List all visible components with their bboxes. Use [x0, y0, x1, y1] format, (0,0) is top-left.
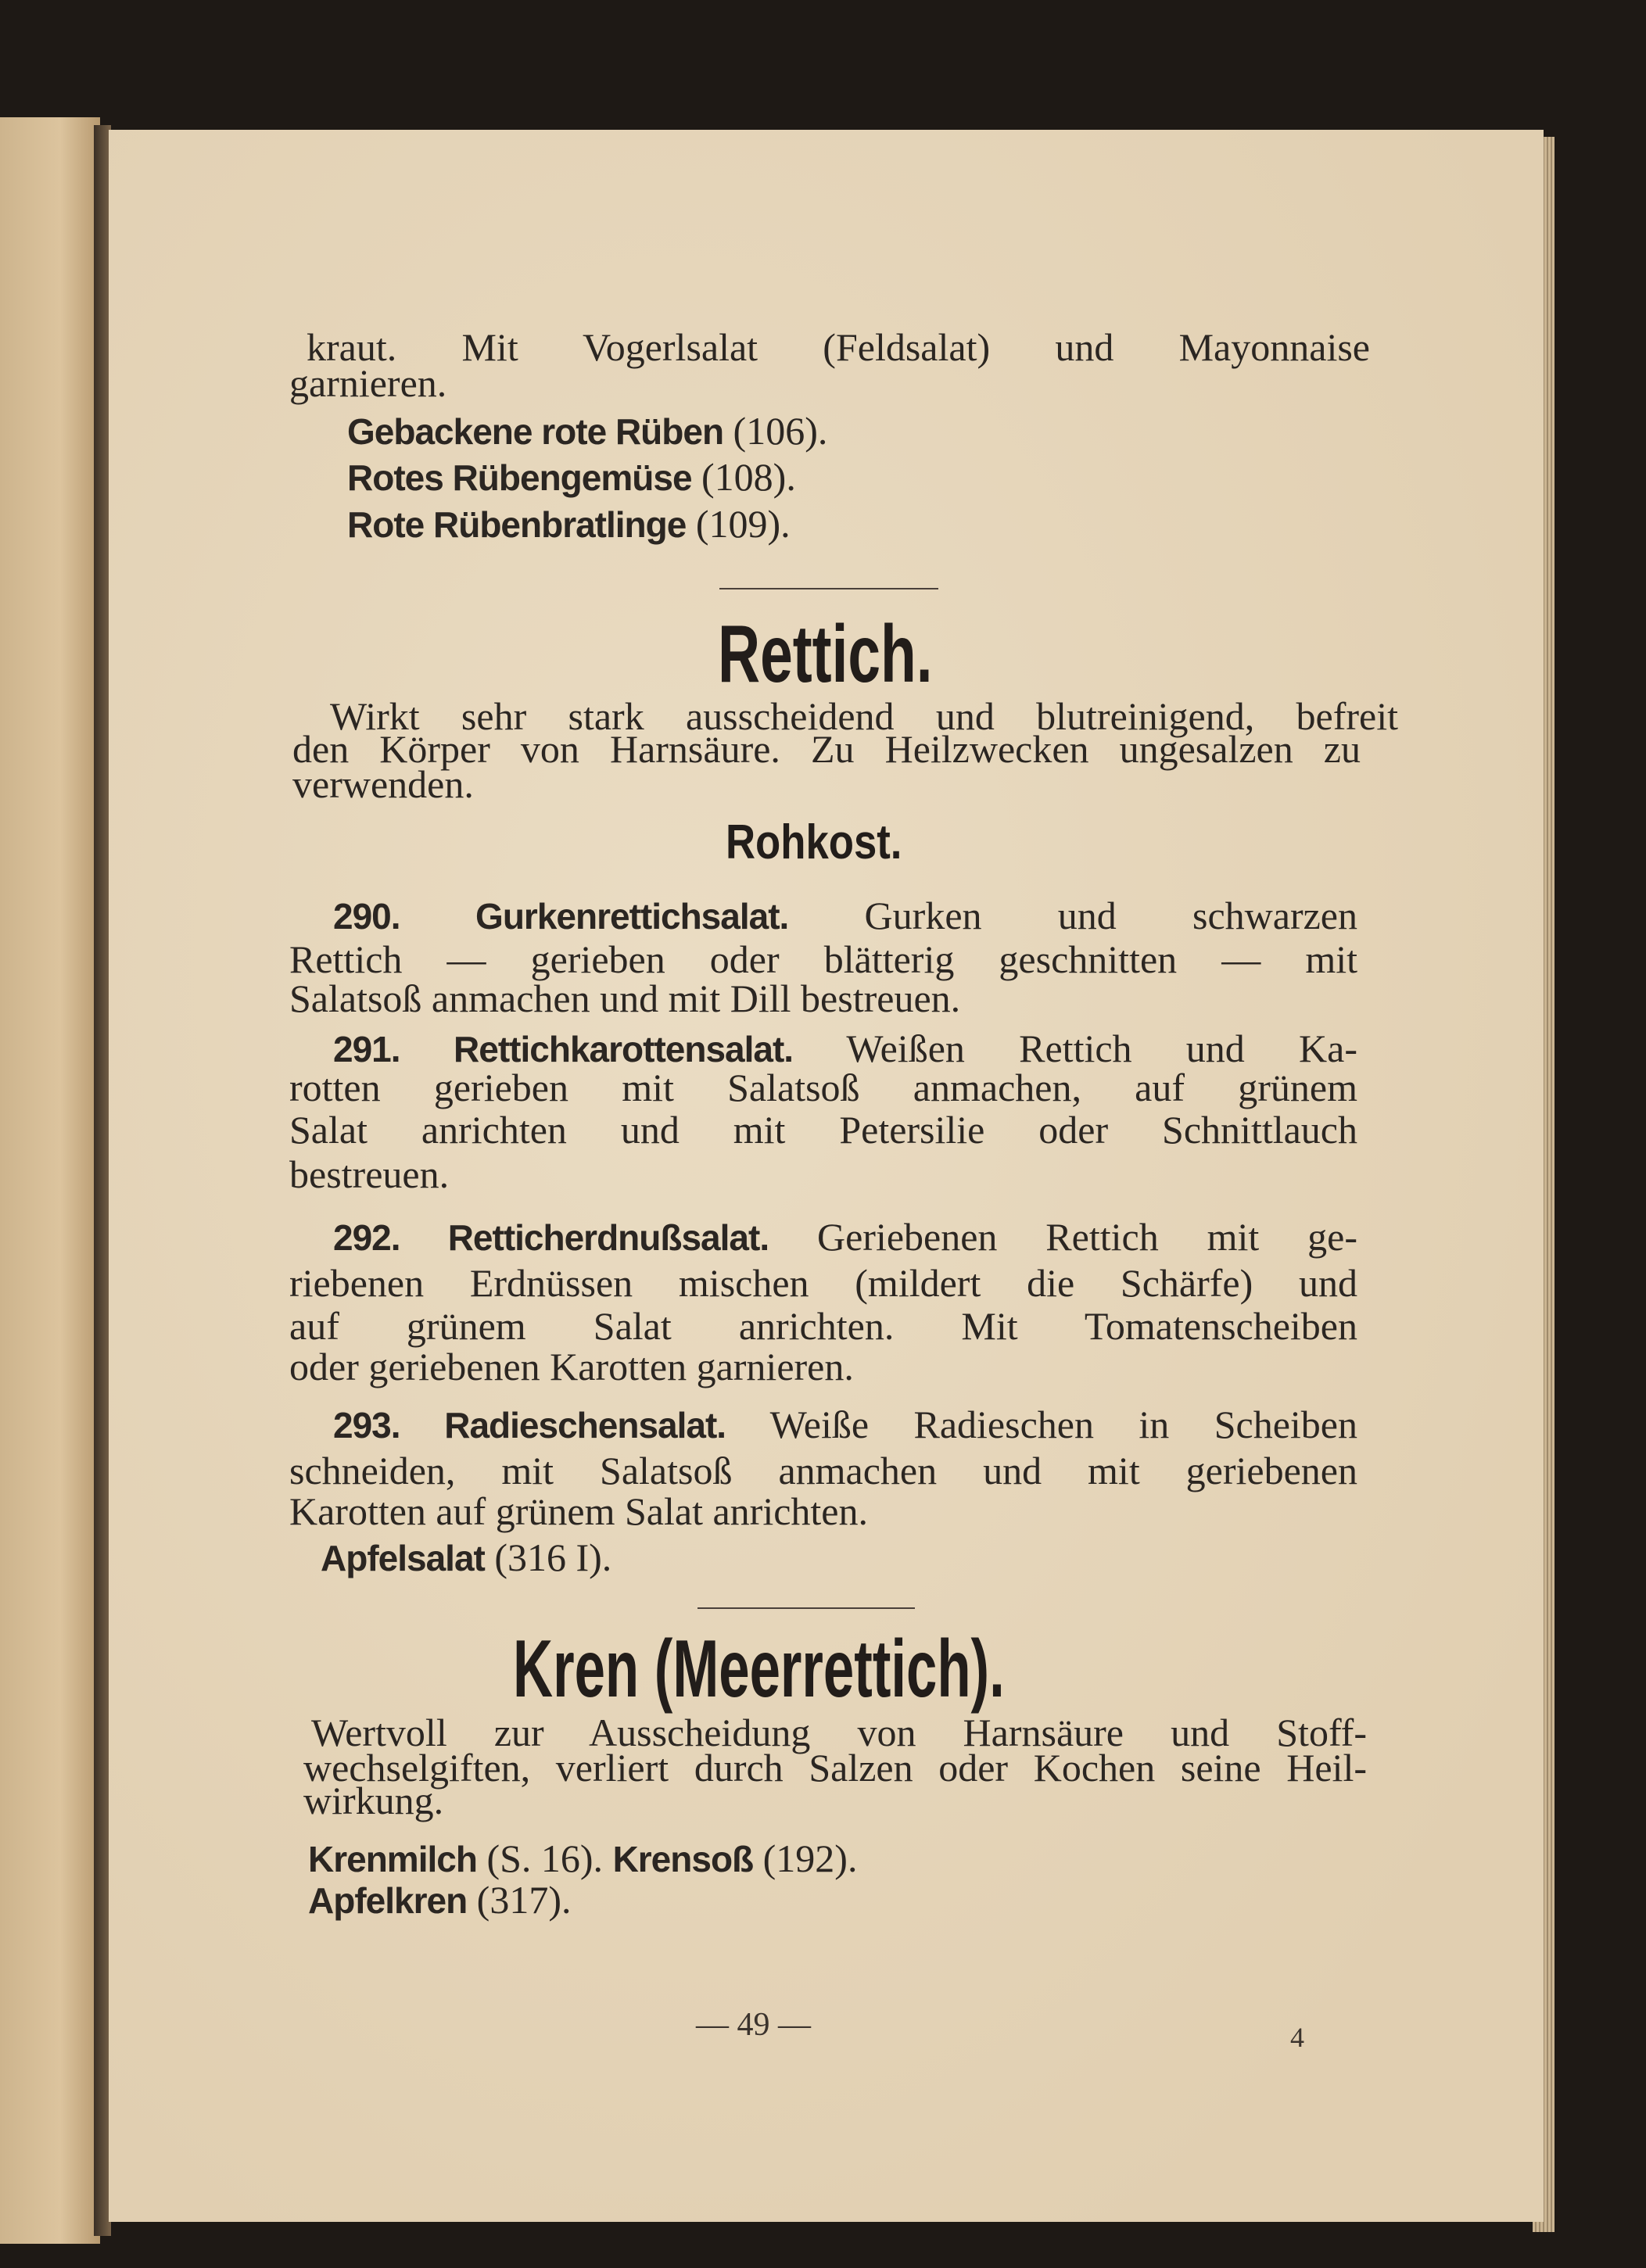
- text-line: [333, 1027, 1357, 1071]
- body-text: verwenden.: [292, 762, 474, 806]
- text-line: [308, 1878, 571, 1922]
- body-text: Weiße Radieschen in Scheiben: [726, 1403, 1357, 1446]
- body-text: bestreuen.: [289, 1152, 450, 1196]
- facing-page-edge: [0, 117, 100, 2244]
- body-text: (109).: [686, 502, 791, 546]
- text-line: [333, 1403, 1357, 1447]
- bold-term: Rote Rübenbratlinge: [347, 504, 687, 545]
- bold-term: 291. Rettichkarottensalat.: [333, 1029, 794, 1070]
- text-line: [321, 1535, 611, 1580]
- body-text: Weißen Rettich und Ka-: [793, 1027, 1357, 1070]
- body-text: Karotten auf grünem Salat anrichten.: [289, 1489, 868, 1533]
- body-text: kraut. Mit Vogerlsalat (Feldsalat) und Mayonnaise: [307, 325, 1370, 369]
- bold-term: 293. Radieschensalat.: [333, 1405, 726, 1446]
- text-line: [347, 502, 791, 546]
- body-text: Rettich — gerieben oder blätterig geschnitten — mit: [289, 937, 1357, 981]
- body-text: schneiden, mit Salatsoß anmachen und mit geriebenen: [289, 1449, 1357, 1492]
- subheading-rohkost: Rohkost.: [726, 815, 902, 869]
- text-line: [289, 1108, 1357, 1152]
- body-text: rotten gerieben mit Salatsoß anmachen, auf grünem: [289, 1066, 1357, 1109]
- body-text: auf grünem Salat anrichten. Mit Tomatenscheiben: [289, 1304, 1357, 1348]
- bold-term: Apfelsalat: [321, 1538, 485, 1578]
- page-number: — 49 —: [696, 2007, 811, 2043]
- text-line: [289, 1345, 854, 1388]
- text-line: [289, 937, 1357, 981]
- body-text: garnieren.: [289, 361, 447, 405]
- text-line: [303, 1779, 443, 1822]
- text-line: [289, 976, 960, 1020]
- body-text: Geriebenen Rettich mit ge-: [769, 1215, 1357, 1259]
- text-line: [333, 1215, 1357, 1259]
- bold-term: Krenmilch: [308, 1839, 477, 1879]
- body-text: (S. 16).: [476, 1836, 613, 1880]
- body-text: (106).: [723, 409, 828, 453]
- text-line: [289, 1449, 1357, 1492]
- text-line: [303, 1746, 1367, 1790]
- signature-mark: 4: [1290, 2022, 1304, 2053]
- body-text: Wertvoll zur Ausscheidung von Harnsäure und Stoff-: [311, 1711, 1367, 1754]
- text-line: [289, 1152, 449, 1196]
- body-text: Salat anrichten und mit Petersilie oder Schnittlauch: [289, 1108, 1357, 1152]
- body-text: den Körper von Harnsäure. Zu Heilzwecken ungesalzen zu: [292, 727, 1361, 771]
- text-line: [347, 409, 827, 453]
- text-line: [292, 762, 474, 806]
- text-line: [347, 455, 796, 500]
- text-line: [289, 1261, 1357, 1305]
- bold-term: 290. Gurkenrettichsalat.: [333, 896, 789, 937]
- bold-term: Gebackene rote Rüben: [347, 411, 724, 452]
- body-text: (317).: [467, 1878, 572, 1922]
- text-line: [289, 1304, 1357, 1348]
- text-line: [289, 361, 446, 405]
- body-text: Wirkt sehr stark ausscheidend und blutreinigend, befreit: [330, 694, 1398, 738]
- body-text: wechselgiften, verliert durch Salzen oder Kochen seine Heil-: [303, 1746, 1367, 1790]
- text-line: [289, 1066, 1357, 1109]
- text-line: [333, 894, 1357, 938]
- bold-term: Rotes Rübengemüse: [347, 457, 692, 498]
- body-text: Gurken und schwarzen: [788, 894, 1357, 937]
- heading-kren: Kren (Meerrettich).: [513, 1624, 1005, 1714]
- text-line: [307, 325, 1370, 369]
- body-text: wirkung.: [303, 1779, 444, 1822]
- section-divider: [697, 1607, 915, 1609]
- bold-term: Krensoß: [612, 1839, 754, 1879]
- body-text: oder geriebenen Karotten garnieren.: [289, 1345, 854, 1388]
- body-text: (192).: [753, 1836, 858, 1880]
- text-line: [308, 1836, 857, 1881]
- body-text: Salatsoß anmachen und mit Dill bestreuen.: [289, 976, 961, 1020]
- bold-term: 292. Retticherdnußsalat.: [333, 1217, 769, 1258]
- body-text: riebenen Erdnüssen mischen (mildert die Schärfe) und: [289, 1261, 1357, 1305]
- bold-term: Apfelkren: [308, 1880, 468, 1921]
- text-line: [289, 1489, 868, 1533]
- heading-rettich: Rettich.: [718, 609, 933, 700]
- section-divider: [719, 588, 938, 589]
- body-text: (316 I).: [484, 1535, 612, 1579]
- body-text: (108).: [691, 455, 796, 499]
